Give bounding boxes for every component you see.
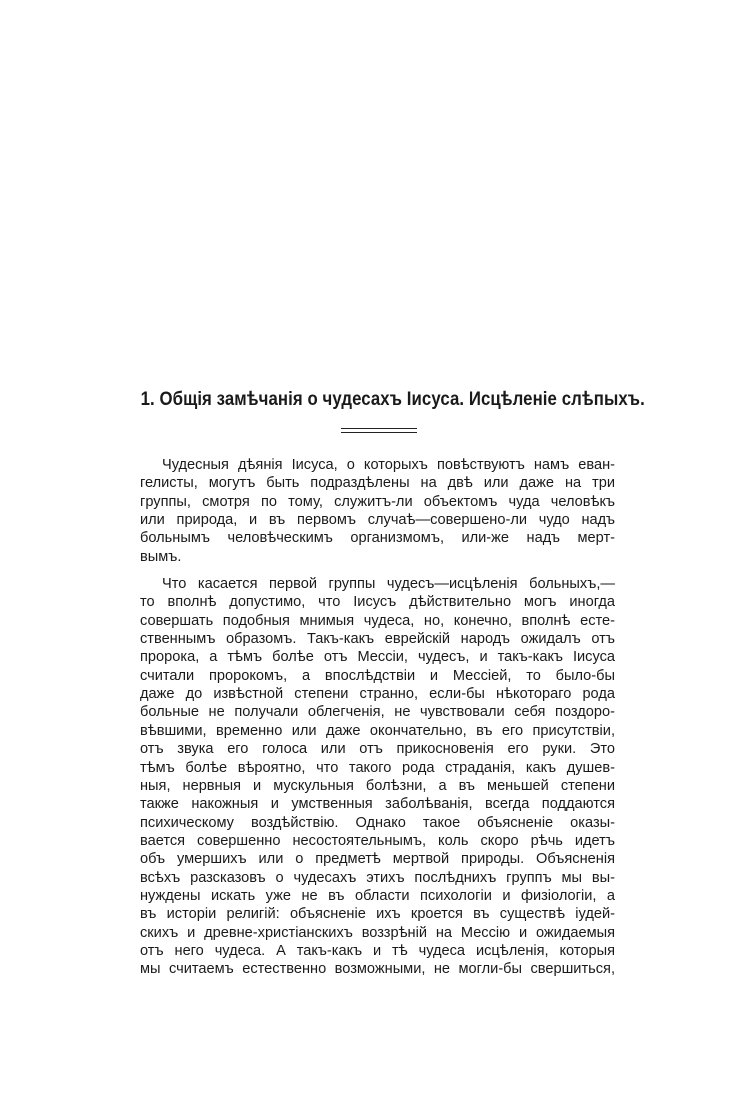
heading-divider	[341, 428, 417, 434]
text-line: мы считаемъ естественно возможными, не могли-бы свершиться,	[140, 961, 615, 978]
divider-line-top	[341, 428, 417, 429]
text-line: вается совершенно несостоятельнымъ, коль скоро рѣчь идетъ	[140, 832, 615, 849]
text-line: вѣвшими, временно или даже окончательно, въ его присутствіи,	[140, 722, 615, 739]
text-line: ныя, нервныя и мускульныя болѣзни, а въ меньшей степени	[140, 777, 615, 794]
text-line: отъ звука его голоса или отъ прикосновенія его руки. Это	[140, 741, 615, 758]
text-line: гелисты, могутъ быть подраздѣлены на двѣ или даже на три	[140, 475, 615, 492]
text-line: Чудесныя дѣянія Іисуса, о которыхъ повѣствуютъ намъ еван-	[162, 457, 615, 473]
text-line: отъ него чудеса. А такъ-какъ и тѣ чудеса исцѣленія, которыя	[140, 942, 615, 959]
text-line: пророка, а тѣмъ болѣе отъ Мессіи, чудесъ, и такъ-какъ Іисуса	[140, 649, 615, 666]
paragraph	[140, 575, 615, 979]
text-line: группы, смотря по тому, служитъ-ли объектомъ чуда человѣкъ	[140, 493, 615, 510]
text-line: или природа, и въ первомъ случаѣ—совершено-ли чудо надъ	[140, 512, 615, 529]
body-text	[140, 456, 615, 979]
text-line: въ исторіи религій: объясненіе ихъ кроется въ существѣ іудей-	[140, 906, 615, 923]
text-line: считали пророкомъ, а впослѣдствіи и Мессіей, то было-бы	[140, 667, 615, 684]
text-line: вымъ.	[140, 548, 182, 565]
text-line: то вполнѣ допустимо, что Іисусъ дѣйствительно могъ иногда	[140, 594, 615, 611]
text-line: тѣмъ болѣе вѣроятно, что такого рода страданія, какъ душев-	[140, 759, 615, 776]
section-heading: 1. Общія замѣчанія о чудесахъ Іисуса. Исцѣленіе слѣпыхъ.	[140, 388, 645, 410]
text-line: больные не получали облегченія, не чувствовали себя поздоро-	[140, 704, 615, 721]
text-line: даже до извѣстной степени странно, если-бы нѣкотораго рода	[140, 686, 615, 703]
text-line: совершать подобныя мнимыя чудеса, но, конечно, вполнѣ есте-	[140, 612, 615, 629]
text-line: также накожныя и умственныя заболѣванія, всегда поддаются	[140, 796, 615, 813]
text-line: больнымъ человѣческимъ организмомъ, или-же надъ мерт-	[140, 530, 615, 547]
text-line: Что касается первой группы чудесъ—исцѣленія больныхъ,—	[162, 576, 615, 593]
text-line: ственнымъ образомъ. Такъ-какъ еврейскій народъ ожидалъ отъ	[140, 631, 615, 648]
text-line: объ умершихъ или о предметѣ мертвой природы. Объясненія	[140, 851, 615, 868]
text-line: нуждены искать уже не въ области психологіи и физіологіи, а	[140, 887, 615, 904]
divider-line-bottom	[341, 432, 417, 433]
text-line: психическому воздѣйствію. Однако такое объясненіе оказы-	[140, 814, 615, 831]
paragraph-gap	[140, 566, 615, 575]
paragraph	[140, 456, 615, 566]
text-line: всѣхъ разсказовъ о чудесахъ этихъ послѣднихъ группъ мы вы-	[140, 869, 615, 886]
text-line: скихъ и древне-христіанскихъ воззрѣній на Мессію и ожидаемыя	[140, 924, 615, 941]
